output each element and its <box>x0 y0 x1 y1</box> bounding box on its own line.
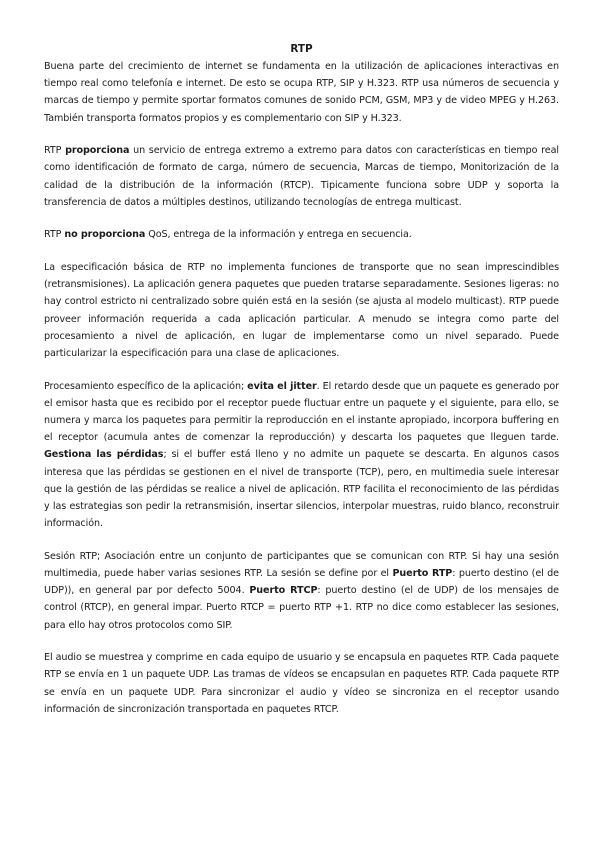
paragraph-1 <box>44 58 559 127</box>
bold-term: Puerto RTP <box>392 568 453 580</box>
text-run: Buena parte del crecimiento de internet se fundamenta en la utilización de aplicaciones interactivas en tiempo real como telefonía e internet. De esto se ocupa RTP, SIP y H.323. RTP usa números de secuencia y marcas de tiempo y permite sportar formatos comunes de sonido PCM, GSM, MP3 y de video MPEG y H.263. También transporta formatos propios y es complementario con SIP y H.323. <box>44 61 559 124</box>
bold-term: no proporciona <box>64 229 146 241</box>
document-body <box>44 58 559 718</box>
paragraph-5 <box>44 378 559 533</box>
bold-term: proporciona <box>65 145 130 157</box>
bold-term: Gestiona las pérdidas <box>44 449 164 461</box>
text-run: : puerto destino (el de UDP) de los mensajes de control (RTCP), en general impar. Puerto RTCP = puerto RTP +1. RTP no dice como establecer las sesiones, para ello hay otros protocolos como SIP. <box>44 585 559 631</box>
bold-term: evita el jitter <box>247 380 317 392</box>
bold-term: Puerto RTCP <box>249 585 318 597</box>
text-run: un servicio de entrega extremo a extremo para datos con características en tiempo real como identificación de formato de carga, número de secuencia, Marcas de tiempo, Monitorización de la calidad de la distribución de la información (RTCP). Tipicamente funciona sobre UDP y soporta la transferencia de datos a múltiples destinos, utilizando tecnologías de entrega multicast. <box>44 145 560 208</box>
page-title: RTP <box>290 43 313 55</box>
text-run: : puerto destino (el de UDP)), en general par por defecto 5004. <box>44 568 559 597</box>
paragraph-6 <box>44 548 559 634</box>
text-run: ; si el buffer está lleno y no admite un paquete se descarta. En algunos casos interesa que las pérdidas se gestionen en el nivel de transporte (TCP), pero, en multimedia suele interesar que la gestión de las pérdidas se realice a nivel de aplicación. RTP facilita el reconocimiento de las pérdidas y las estrategias son pedir la retransmisión, insertar silencios, interpolar muestras, ruido blanco, reconstruir información. <box>44 449 560 530</box>
paragraph-3 <box>44 226 559 243</box>
text-run: RTP <box>44 145 66 157</box>
text-run: RTP <box>44 229 65 241</box>
paragraph-7 <box>44 649 559 718</box>
text-run: QoS, entrega de la información y entrega en secuencia. <box>145 229 412 241</box>
text-run: La especificación básica de RTP no implementa funciones de transporte que no sean imprescindibles (retransmisiones). La aplicación genera paquetes que pueden tratarse separadamente. Sesiones ligeras: no hay control estricto ni centralizado sobre quién está en la sesión (se ajusta al modelo multicast). RTP puede proveer información requerida a cada aplicación particular. A menudo se integra como parte del procesamiento a nivel de aplicación, en lugar de implementarse como un nivel separado. Puede particularizar la especificación para una clase de aplicaciones. <box>44 262 559 360</box>
text-run: Procesamiento específico de la aplicación; <box>44 380 248 392</box>
paragraph-4 <box>44 259 559 362</box>
text-run: El audio se muestrea y comprime en cada equipo de usuario y se encapsula en paquetes RTP. Cada paquete RTP se envía en 1 un paquete UDP. Las tramas de vídeos se encapsulan en paquetes RTP. Cada paquete RTP se envía en un paquete UDP. Para sincronizar el audio y vídeo se sincroniza en el receptor usando información de sincronización transportada en paquetes RTCP. <box>44 652 559 715</box>
text-run: . El retardo desde que un paquete es generado por el emisor hasta que es recibido por el receptor puede fluctuar entre un paquete y el siguiente, para ello, se numera y marca los paquetes para permitir la reproducción en el instante apropiado, incorpora buffering en el receptor (acumula antes de comenzar la reproducción) y descarta los paquetes que lleguen tarde. <box>44 380 559 444</box>
text-run: Sesión RTP; Asociación entre un conjunto de participantes que se comunican con RTP. Si hay una sesión multimedia, puede haber varias sesiones RTP. La sesión se define por el <box>44 550 559 580</box>
paragraph-2 <box>44 142 559 211</box>
